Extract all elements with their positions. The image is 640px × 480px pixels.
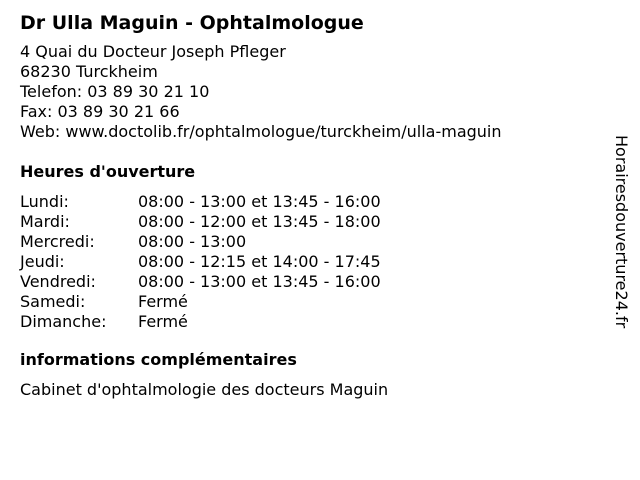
hours-day: Dimanche: (20, 312, 107, 331)
hours-row-vendredi (20, 272, 600, 292)
fax-number: Fax: 03 89 30 21 66 (20, 102, 180, 121)
hours-day: Samedi: (20, 292, 86, 311)
opening-hours-table (20, 192, 600, 332)
hours-day: Vendredi: (20, 272, 96, 291)
hours-row-mardi (20, 212, 600, 232)
page-title: Dr Ulla Maguin - Ophtalmologue (20, 12, 364, 34)
hours-row-jeudi (20, 252, 600, 272)
hours-day: Mercredi: (20, 232, 95, 251)
opening-hours-heading: Heures d'ouverture (20, 162, 196, 181)
listing-page (20, 10, 600, 400)
hours-day: Jeudi: (20, 252, 65, 271)
site-watermark: Horairesdouverture24.fr (612, 135, 631, 329)
hours-time: 08:00 - 12:00 et 13:45 - 18:00 (138, 212, 381, 231)
address-line-city: 68230 Turckheim (20, 62, 158, 81)
hours-time: 08:00 - 13:00 (138, 232, 247, 251)
hours-time: 08:00 - 13:00 et 13:45 - 16:00 (138, 272, 381, 291)
hours-time: 08:00 - 12:15 et 14:00 - 17:45 (138, 252, 381, 271)
hours-row-samedi (20, 292, 600, 312)
website-link[interactable]: Web: www.doctolib.fr/ophtalmologue/turckheim/ulla-maguin (20, 122, 502, 141)
hours-day: Lundi: (20, 192, 69, 211)
contact-block (20, 42, 600, 142)
hours-day: Mardi: (20, 212, 70, 231)
hours-row-dimanche (20, 312, 600, 332)
hours-time: 08:00 - 13:00 et 13:45 - 16:00 (138, 192, 381, 211)
additional-info-text: Cabinet d'ophtalmologie des docteurs Maguin (20, 380, 389, 399)
hours-time: Fermé (138, 292, 188, 311)
phone-number: Telefon: 03 89 30 21 10 (20, 82, 210, 101)
additional-info-heading: informations complémentaires (20, 350, 297, 369)
hours-time: Fermé (138, 312, 188, 331)
address-line-street: 4 Quai du Docteur Joseph Pfleger (20, 42, 286, 61)
hours-row-lundi (20, 192, 600, 212)
hours-row-mercredi (20, 232, 600, 252)
